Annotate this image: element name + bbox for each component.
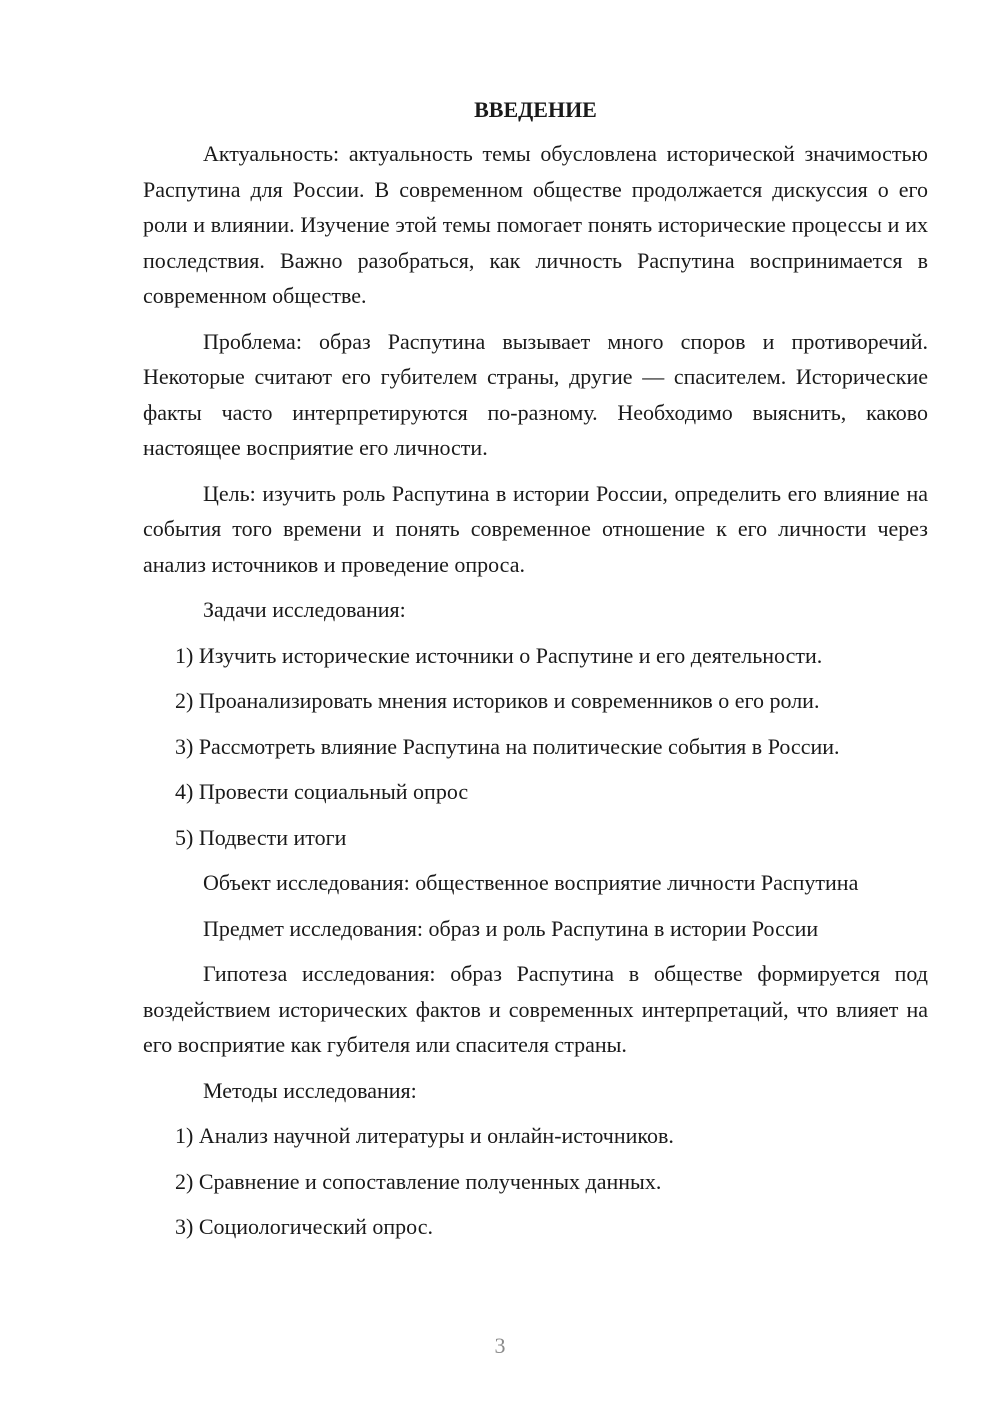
paragraph-object: Объект исследования: общественное восприятие личности Распутина (203, 870, 859, 895)
page-content (143, 94, 928, 1255)
paragraph-relevance: Актуальность: актуальность темы обусловлена исторической значимостью Распутина для России. В современном обществе продолжается дискуссия о его роли и влиянии. Изучение этой темы помогает понять исторические процессы и их последствия. Важно разобраться, как личность Распутина воспринимается в современном обществе. (143, 141, 928, 308)
method-item: 2) Сравнение и сопоставление полученных данных. (175, 1168, 662, 1194)
paragraph-hypothesis: Гипотеза исследования: образ Распутина в обществе формируется под воздействием исторических фактов и современных интерпретаций, что влияет на его восприятие как губителя или спасителя страны. (143, 961, 928, 1057)
task-item: 5) Подвести итоги (175, 824, 347, 850)
task-item: 2) Проанализировать мнения историков и современников о его роли. (175, 688, 820, 713)
tasks-heading: Задачи исследования: (203, 597, 406, 622)
paragraph-subject: Предмет исследования: образ и роль Распутина в истории России (203, 915, 819, 941)
method-item: 3) Социологический опрос. (175, 1214, 433, 1239)
method-item: 1) Анализ научной литературы и онлайн-источников. (175, 1123, 674, 1148)
paragraph-problem: Проблема: образ Распутина вызывает много споров и противоречий. Некоторые считают его губителем страны, другие — спасителем. Исторические факты часто интерпретируются по-разному. Необходимо выяснить, каково настоящее восприятие его личности. (143, 328, 928, 460)
methods-heading: Методы исследования: (203, 1077, 417, 1103)
task-item: 3) Рассмотреть влияние Распутина на политические события в России. (175, 733, 840, 759)
paragraph-goal: Цель: изучить роль Распутина в истории России, определить его влияние на события того времени и понять современное отношение к его личности через анализ источников и проведение опроса. (143, 480, 928, 577)
page-number: 3 (494, 1333, 506, 1358)
task-item: 4) Провести социальный опрос (175, 779, 469, 804)
task-item: 1) Изучить исторические источники о Распутине и его деятельности. (175, 642, 823, 668)
section-title: ВВЕДЕНИЕ (474, 97, 597, 122)
